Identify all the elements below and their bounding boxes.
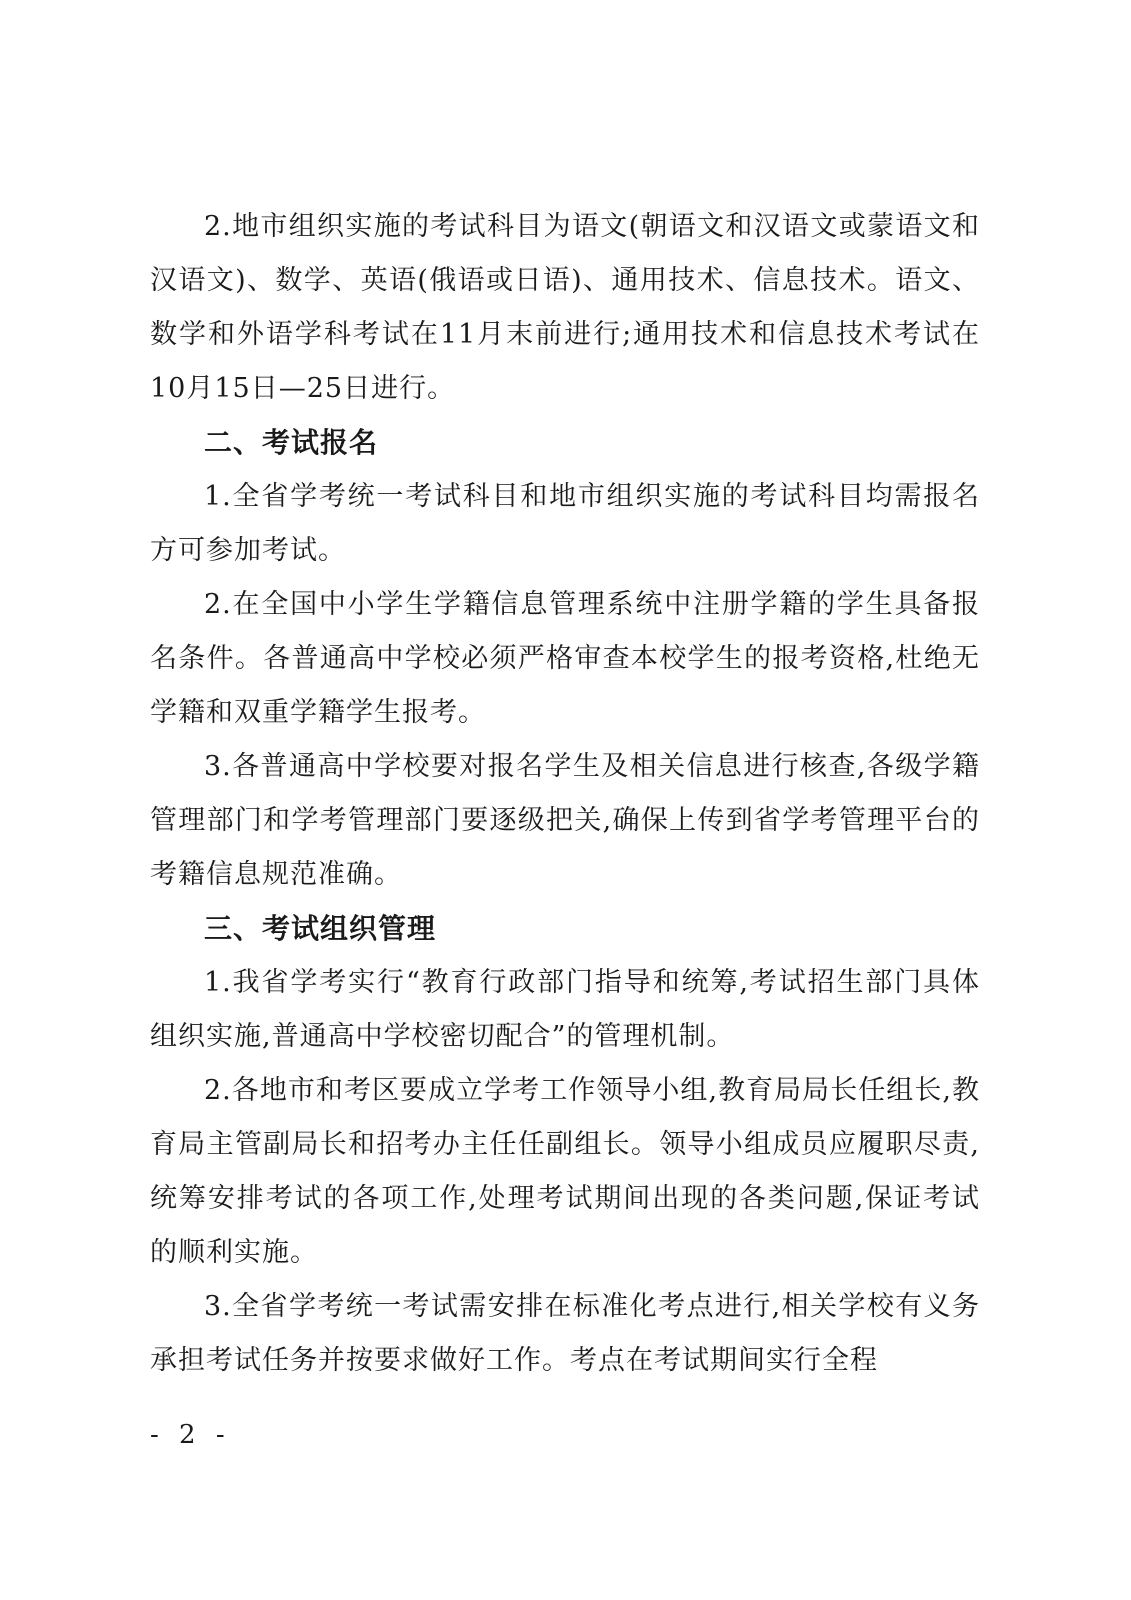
- section-heading-registration: 二、考试报名: [204, 426, 379, 459]
- paragraph-2-subjects: 2.地市组织实施的考试科目为语文(朝语文和汉语文或蒙语文和汉语文)、数学、英语(俄语或日语)、通用技术、信息技术。语文、数学和外语学科考试在11月末前进行;通用技术和信息技术考试在10月15日—25日进行。: [150, 211, 980, 404]
- paragraph-registration-1: 1.全省学考统一考试科目和地市组织实施的考试科目均需报名方可参加考试。: [150, 481, 980, 566]
- paragraph-organization-3: 3.全省学考统一考试需安排在标准化考点进行,相关学校有义务承担考试任务并按要求做好工作。考点在考试期间实行全程: [150, 1291, 980, 1376]
- paragraph-organization-2: 2.各地市和考区要成立学考工作领导小组,教育局局长任组长,教育局主管副局长和招考办主任任副组长。领导小组成员应履职尽责,统筹安排考试的各项工作,处理考试期间出现的各类问题,保证考试的顺利实施。: [150, 1075, 980, 1268]
- paragraph-registration-2: 2.在全国中小学生学籍信息管理系统中注册学籍的学生具备报名条件。各普通高中学校必须严格审查本校学生的报考资格,杜绝无学籍和双重学籍学生报考。: [150, 589, 980, 728]
- paragraph-registration-3: 3.各普通高中学校要对报名学生及相关信息进行核查,各级学籍管理部门和学考管理部门要逐级把关,确保上传到省学考管理平台的考籍信息规范准确。: [150, 751, 980, 890]
- paragraph-organization-1: 1.我省学考实行“教育行政部门指导和统筹,考试招生部门具体组织实施,普通高中学校密切配合”的管理机制。: [150, 967, 980, 1052]
- document-body: [150, 200, 980, 1388]
- page-number: - 2 -: [150, 1420, 231, 1450]
- section-heading-organization: 三、考试组织管理: [204, 912, 437, 945]
